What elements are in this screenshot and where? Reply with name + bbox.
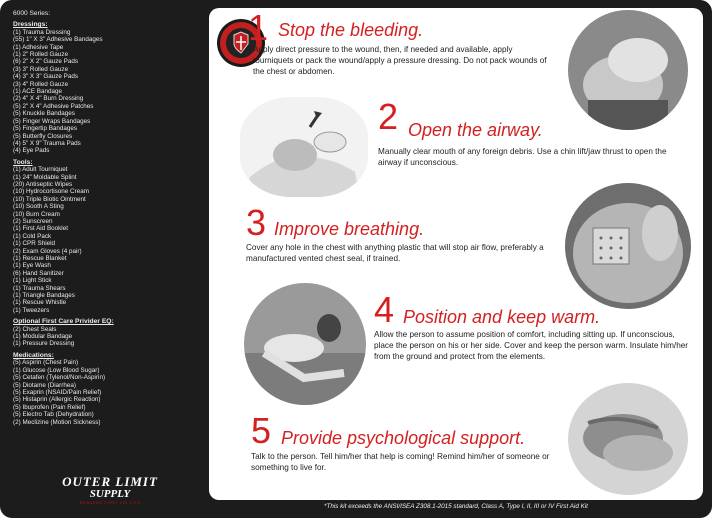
brand-line-2: SUPPLY	[89, 488, 131, 500]
list-item: (1) Pressure Dressing	[13, 340, 75, 348]
list-item: (20) Antiseptic Wipes	[13, 180, 73, 188]
list-item: (2) Chest Seals	[13, 325, 57, 333]
step-5-number: 5	[251, 410, 272, 451]
step-3-number: 3	[246, 202, 267, 243]
list-item: (1) Rescue Whistle	[13, 299, 67, 307]
list-item: (10) Hydrocortisone Cream	[13, 188, 89, 196]
list-item: (6) Hand Sanitizer	[13, 269, 64, 277]
airway-illustration	[240, 97, 368, 197]
step-1-number: 1	[248, 7, 269, 48]
holding-hands-photo	[568, 383, 688, 495]
section-title: Tools:	[13, 158, 33, 166]
list-item: (1) Trauma Dressing	[13, 28, 71, 36]
kit-sections	[13, 21, 209, 426]
recovery-position-photo	[244, 283, 366, 405]
section-list	[13, 359, 209, 426]
step-2-title: Open the airway.	[408, 120, 543, 140]
section-list	[13, 326, 209, 348]
step-1-body: Apply direct pressure to the wound, then, if needed and available, apply tourniquets or pack the wound/apply a pressure dressing. Do not pack wounds of the chest or abdomen.	[253, 45, 547, 76]
chest-seal-photo	[565, 183, 691, 309]
list-item: (2) 4" X 4" Burn Dressing	[13, 95, 84, 103]
list-item: (4) Eye Pads	[13, 147, 50, 155]
section-title: Medications:	[13, 351, 54, 359]
hands-pressure-photo	[568, 10, 688, 130]
list-item: (1) ACE Bandage	[13, 88, 63, 96]
step-1-title: Stop the bleeding.	[278, 20, 424, 40]
list-item: (2) Sunscreen	[13, 217, 53, 225]
list-item: (5) Finger Wraps Bandages	[13, 117, 91, 125]
list-item: (5) Cetafen (Tylenol/Non-Aspirin)	[13, 374, 106, 382]
list-item: (5) Ibuprofen (Pain Relief)	[13, 403, 86, 411]
list-item: (1) Trauma Shears	[13, 284, 66, 292]
kit-contents-sidebar	[0, 0, 209, 518]
list-item: (5) Butterfly Closures	[13, 132, 73, 140]
list-item: (5) Diotame (Diarrhea)	[13, 381, 76, 389]
list-item: (10) Sooth A Sting	[13, 203, 64, 211]
section-title: Optional First Care Privider EQ:	[13, 318, 114, 326]
step-3-body: Cover any hole in the chest with anything plastic that will stop air flow, preferably a manufactured vented chest seal, if trained.	[246, 243, 544, 263]
list-item: (1) First Aid Booklet	[13, 225, 68, 233]
step-4-body: Allow the person to assume position of comfort, including sitting up. If unconscious, place the person on his or her side. Cover and keep the person warm. Insulate him/her from the ground and protect from the elements.	[374, 330, 689, 361]
step-2-number: 2	[378, 96, 399, 137]
list-item: (1) Adult Tourniquet	[13, 166, 68, 174]
list-item: (5) Knuckle Bandages	[13, 110, 75, 118]
brand-line-1: OUTER LIMIT	[62, 474, 158, 489]
step-5-title: Provide psychological support.	[281, 428, 526, 448]
standard-footnote: *This kit exceeds the ANSI/ISEA Z308.1-2015 standard, Class A, Type I, II, III or IV First Aid Kit	[324, 503, 588, 510]
step-4-number: 4	[374, 289, 395, 330]
list-item: (1) Modular Bandage	[13, 333, 73, 341]
section-title: Dressings:	[13, 21, 48, 29]
list-item: (1) Light Stick	[13, 277, 52, 285]
list-item: (5) Aspirin (Chest Pain)	[13, 359, 79, 367]
list-item: (3) 4" Rolled Gauze	[13, 80, 69, 88]
list-item: (4) 3" X 3" Gauze Pads	[13, 73, 79, 81]
list-item: (2) Meclizine (Motion Sickness)	[13, 418, 101, 426]
step-4-title: Position and keep warm.	[403, 307, 601, 327]
step-5-body: Talk to the person. Tell him/her that help is coming! Remind him/her of someone or something to live for.	[251, 452, 550, 472]
list-item: (2) Exam Gloves (4 pair)	[13, 247, 82, 255]
list-item: (1) CPR Shield	[13, 240, 55, 248]
series-label: 6000 Series:	[13, 10, 51, 17]
list-item: (10) Triple Biotic Ointment	[13, 195, 86, 203]
step-2-body: Manually clear mouth of any foreign debris. Use a chin lift/jaw thrust to open the airway if unconscious.	[378, 147, 667, 167]
step-3-title: Improve breathing.	[274, 219, 425, 239]
section-list	[13, 166, 209, 314]
list-item: (6) 2" X 2" Gauze Pads	[13, 58, 79, 66]
list-item: (4) 5" X 9" Trauma Pads	[13, 139, 81, 147]
list-item: (1) Cold Pack	[13, 232, 52, 240]
brand-tagline: BRANDED FIRST AID KITS	[79, 500, 141, 505]
list-item: (5) 2" X 4" Adhesive Patches	[13, 102, 94, 110]
brand-logo	[30, 475, 190, 509]
list-item: (10) Burn Cream	[13, 210, 60, 218]
list-item: (1) Adhesive Tape	[13, 43, 64, 51]
list-item: (1) Glucose (Low Blood Sugar)	[13, 366, 100, 374]
list-item: (3) 3" Rolled Gauze	[13, 65, 69, 73]
list-item: (5) Fingertip Bandages	[13, 125, 78, 133]
list-item: (1) Rescue Blanket	[13, 255, 67, 262]
list-item: (1) Eye Wash	[13, 262, 51, 270]
list-item: (5) Exaprin (NSAID/Pain Relief)	[13, 388, 102, 396]
list-item: (5) Electro Tab (Dehydration)	[13, 411, 94, 419]
list-item: (1) Tweezers	[13, 306, 50, 314]
list-item: (5) Histaprin (Allergic Reaction)	[13, 396, 101, 404]
section-list	[13, 29, 209, 155]
list-item: (1) 2" Rolled Gauze	[13, 51, 69, 59]
list-item: (1) 24" Moldable Splint	[13, 173, 77, 181]
list-item: (55) 1" X 3" Adhesive Bandages	[13, 36, 103, 44]
list-item: (1) Triangle Bandages	[13, 292, 75, 300]
